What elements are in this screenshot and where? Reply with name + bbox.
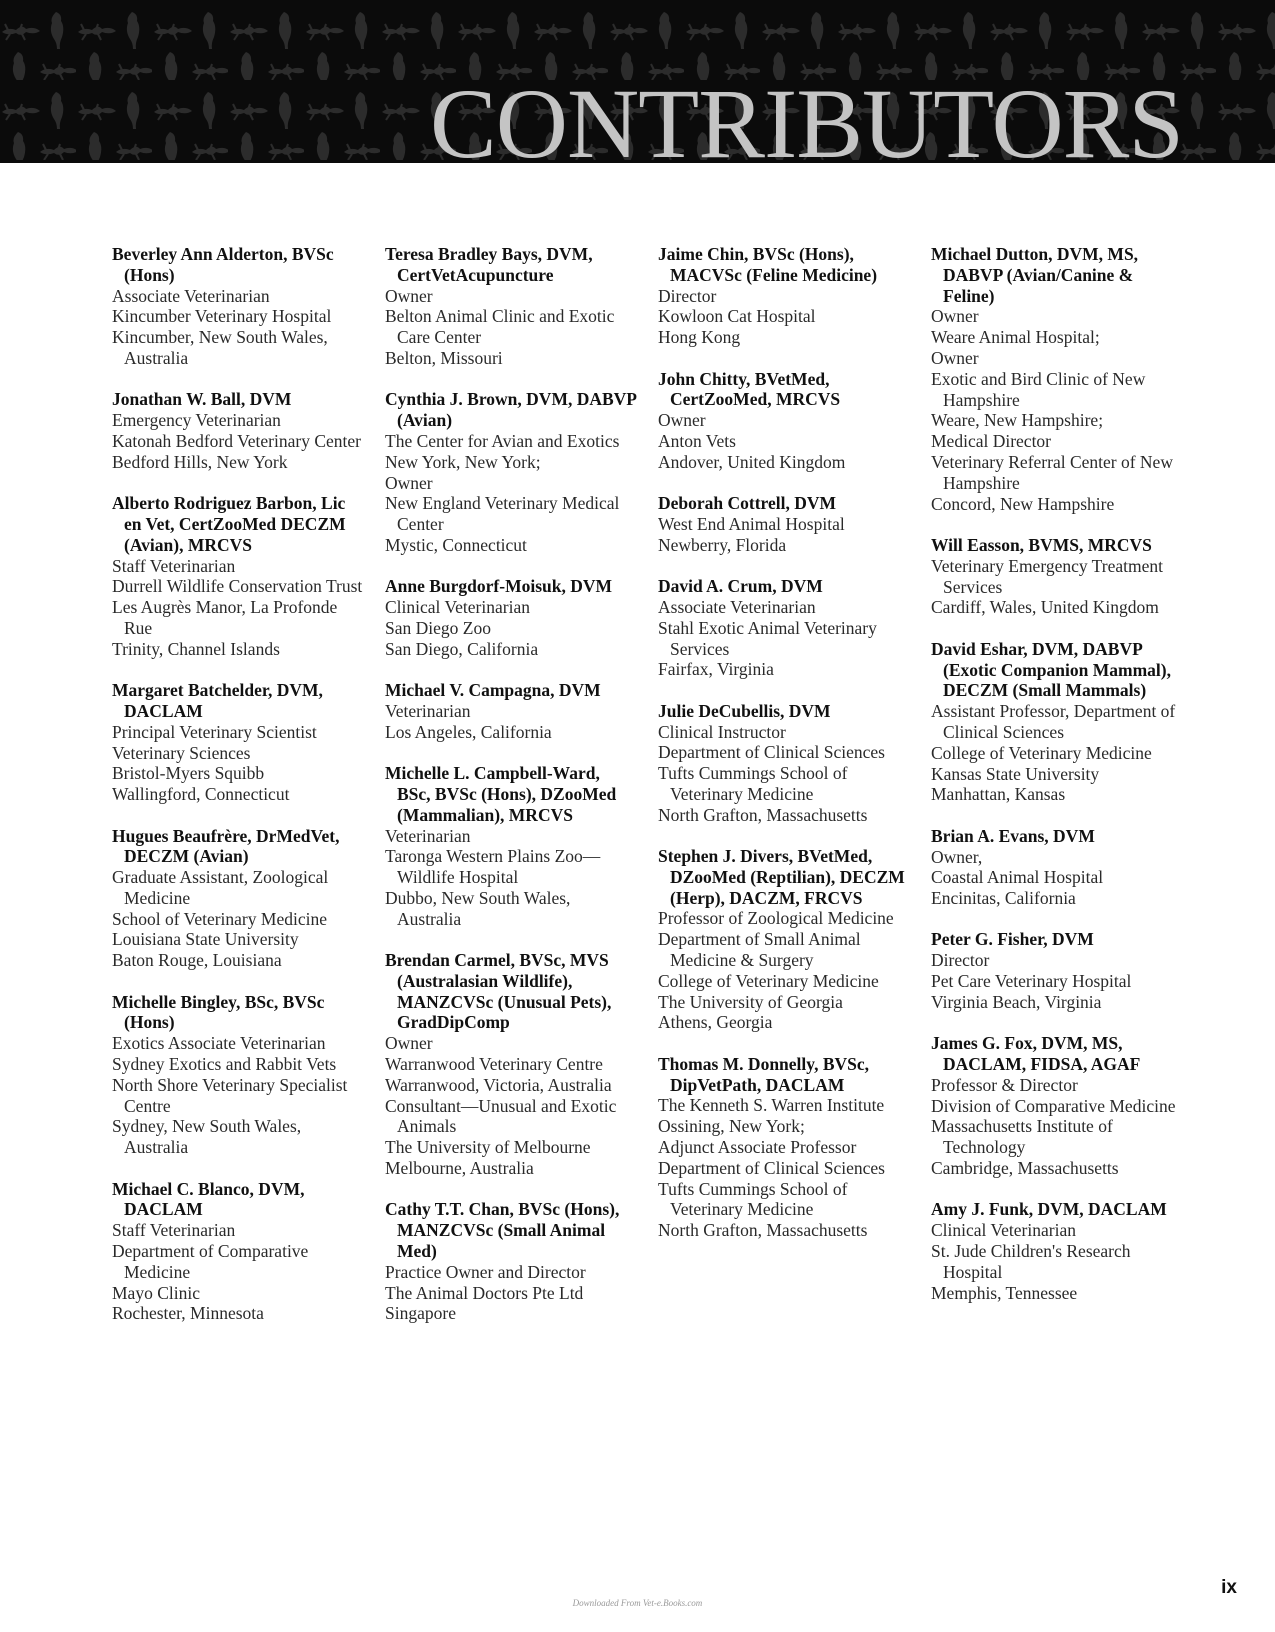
contributor-entry — [931, 1033, 1182, 1179]
affiliation-line: Belton Animal Clinic and Exotic Care Center — [385, 306, 615, 348]
affiliation-line: Veterinary Sciences — [112, 742, 251, 763]
contributor-name: Margaret Batchelder, DVM, DACLAM — [112, 680, 323, 721]
page-title: CONTRIBUTORS — [430, 68, 1183, 163]
affiliation-line: Los Angeles, California — [385, 721, 552, 742]
contributor-name: Cathy T.T. Chan, BVSc (Hons), MANZCVSc (Small Animal Med) — [385, 1199, 620, 1262]
affiliation-line: Mystic, Connecticut — [385, 534, 527, 555]
affiliation-line: North Grafton, Massachusetts — [658, 804, 868, 825]
contributor-name: Jonathan W. Ball, DVM — [112, 389, 292, 410]
contributor-name: Michael V. Campagna, DVM — [385, 680, 601, 701]
affiliation-line: Sydney, New South Wales, Australia — [112, 1116, 302, 1158]
affiliation-line: Professor of Zoological Medicine — [658, 908, 894, 929]
affiliation-line: Belton, Missouri — [385, 347, 503, 368]
contributors-list — [112, 244, 1202, 1345]
contributor-entry — [931, 929, 1182, 1012]
affiliation-line: The University of Melbourne — [385, 1137, 591, 1158]
header-banner — [0, 0, 1275, 163]
contributor-name: Teresa Bradley Bays, DVM, CertVetAcupuncture — [385, 244, 593, 285]
affiliation-line: Owner, — [931, 846, 983, 867]
affiliation-line: Dubbo, New South Wales, Australia — [385, 887, 571, 929]
affiliation-line: Veterinary Emergency Treatment Services — [931, 555, 1163, 597]
affiliation-line: North Shore Veterinary Specialist Centre — [112, 1074, 348, 1116]
contributor-entry — [658, 576, 909, 680]
contributor-name: James G. Fox, DVM, MS, DACLAM, FIDSA, AGAF — [931, 1033, 1141, 1075]
contributor-name: Alberto Rodriguez Barbon, Lic en Vet, CertZooMed DECZM (Avian), MRCVS — [112, 493, 346, 555]
affiliation-line: Louisiana State University — [112, 929, 299, 950]
affiliation-line: College of Veterinary Medicine — [658, 970, 879, 991]
contributor-entry — [931, 244, 1182, 514]
affiliation-line: Kincumber Veterinary Hospital — [112, 306, 332, 327]
contributor-entry — [931, 1199, 1182, 1303]
affiliation-line: West End Animal Hospital — [658, 513, 845, 534]
affiliation-line: San Diego, California — [385, 638, 539, 659]
affiliation-line: Virginia Beach, Virginia — [931, 991, 1102, 1012]
affiliation-line: Wallingford, Connecticut — [112, 784, 290, 805]
affiliation-line: Owner — [931, 347, 979, 368]
affiliation-line: Owner — [658, 410, 706, 431]
affiliation-line: Warranwood, Victoria, Australia — [385, 1074, 612, 1095]
affiliation-line: Warranwood Veterinary Centre — [385, 1054, 603, 1075]
affiliation-line: Bedford Hills, New York — [112, 451, 288, 472]
contributor-name: David A. Crum, DVM — [658, 576, 823, 597]
affiliation-line: Fairfax, Virginia — [658, 659, 774, 680]
affiliation-line: Professor & Director — [931, 1074, 1078, 1095]
contributor-entry — [385, 950, 636, 1179]
affiliation-line: Department of Clinical Sciences — [658, 742, 885, 763]
contributor-entry — [385, 244, 636, 369]
contributor-name: Anne Burgdorf-Moisuk, DVM — [385, 576, 613, 597]
contributor-name: Thomas M. Donnelly, BVSc, DipVetPath, DACLAM — [658, 1053, 869, 1095]
contributor-name: Peter G. Fisher, DVM — [931, 929, 1094, 950]
affiliation-line: The University of Georgia — [658, 991, 843, 1012]
affiliation-line: Associate Veterinarian — [112, 285, 270, 306]
affiliation-line: Department of Clinical Sciences — [658, 1157, 885, 1178]
affiliation-line: Kowloon Cat Hospital — [658, 306, 816, 327]
affiliation-line: Veterinarian — [385, 825, 471, 846]
contributor-entry — [112, 680, 363, 805]
affiliation-line: Exotic and Bird Clinic of New Hampshire — [931, 368, 1146, 410]
contributor-name: Will Easson, BVMS, MRCVS — [931, 534, 1152, 555]
affiliation-line: Andover, United Kingdom — [658, 451, 846, 472]
column-1 — [112, 244, 363, 1345]
contributor-entry — [112, 389, 363, 472]
affiliation-line: Kansas State University — [931, 763, 1100, 784]
contributor-entry — [931, 826, 1182, 909]
affiliation-line: Bristol-Myers Squibb — [112, 763, 265, 784]
affiliation-line: The Animal Doctors Pte Ltd — [385, 1282, 584, 1303]
affiliation-line: Newberry, Florida — [658, 534, 787, 555]
affiliation-line: Rochester, Minnesota — [112, 1303, 264, 1324]
affiliation-line: Director — [931, 950, 990, 971]
affiliation-line: Director — [658, 285, 717, 306]
affiliation-line: Owner — [385, 285, 433, 306]
affiliation-line: Sydney Exotics and Rabbit Vets — [112, 1054, 337, 1075]
contributor-entry — [385, 680, 636, 742]
affiliation-line: Stahl Exotic Animal Veterinary Services — [658, 617, 877, 659]
contributor-entry — [931, 535, 1182, 618]
contributor-entry — [112, 1179, 363, 1325]
affiliation-line: Trinity, Channel Islands — [112, 638, 280, 659]
affiliation-line: Clinical Veterinarian — [931, 1220, 1076, 1241]
affiliation-line: Anton Vets — [658, 430, 736, 451]
page-number: ix — [1221, 1577, 1237, 1598]
affiliation-line: Concord, New Hampshire — [931, 493, 1115, 514]
affiliation-line: New York, New York; — [385, 451, 541, 472]
contributor-entry — [385, 1199, 636, 1324]
contributor-entry — [658, 701, 909, 826]
affiliation-line: Practice Owner and Director — [385, 1261, 586, 1282]
affiliation-line: Katonah Bedford Veterinary Center — [112, 430, 361, 451]
affiliation-line: Department of Comparative Medicine — [112, 1241, 309, 1282]
affiliation-line: Taronga Western Plains Zoo—Wildlife Hospital — [385, 846, 601, 888]
contributor-name: Jaime Chin, BVSc (Hons), MACVSc (Feline Medicine) — [658, 244, 878, 285]
contributor-name: David Eshar, DVM, DABVP (Exotic Companion Mammal), DECZM (Small Mammals) — [931, 638, 1171, 701]
contributor-entry — [658, 846, 909, 1033]
affiliation-line: Staff Veterinarian — [112, 555, 236, 576]
affiliation-line: College of Veterinary Medicine — [931, 742, 1152, 763]
contributor-entry — [112, 493, 363, 659]
affiliation-line: Ossining, New York; — [658, 1116, 805, 1137]
contributor-entry — [931, 639, 1182, 805]
contributor-name: Amy J. Funk, DVM, DACLAM — [931, 1199, 1167, 1220]
affiliation-line: Veterinarian — [385, 700, 471, 721]
affiliation-line: The Kenneth S. Warren Institute — [658, 1095, 885, 1116]
affiliation-line: Weare, New Hampshire; — [931, 410, 1104, 431]
affiliation-line: Mayo Clinic — [112, 1282, 200, 1303]
affiliation-line: Principal Veterinary Scientist — [112, 721, 317, 742]
affiliation-line: Tufts Cummings School of Veterinary Medicine — [658, 763, 848, 804]
contributor-entry — [385, 576, 636, 659]
contributor-name: Michelle L. Campbell-Ward, BSc, BVSc (Hons), DZooMed (Mammalian), MRCVS — [385, 763, 617, 825]
affiliation-line: Tufts Cummings School of Veterinary Medicine — [658, 1178, 848, 1220]
contributor-entry — [112, 826, 363, 972]
affiliation-line: Owner — [385, 1033, 433, 1054]
affiliation-line: Athens, Georgia — [658, 1012, 773, 1033]
contributor-entry — [112, 244, 363, 369]
affiliation-line: Encinitas, California — [931, 888, 1076, 909]
affiliation-line: Singapore — [385, 1303, 456, 1324]
contributor-name: Brendan Carmel, BVSc, MVS (Australasian Wildlife), MANZCVSc (Unusual Pets), GradDipComp — [385, 950, 612, 1033]
contributor-name: Deborah Cottrell, DVM — [658, 493, 837, 514]
affiliation-line: Kincumber, New South Wales, Australia — [112, 327, 328, 368]
contributor-name: Michelle Bingley, BSc, BVSc (Hons) — [112, 991, 325, 1033]
affiliation-line: Massachusetts Institute of Technology — [931, 1116, 1113, 1158]
contributor-entry — [658, 1054, 909, 1241]
affiliation-line: St. Jude Children's Research Hospital — [931, 1241, 1131, 1282]
affiliation-line: North Grafton, Massachusetts — [658, 1220, 868, 1241]
affiliation-line: Cambridge, Massachusetts — [931, 1158, 1119, 1179]
contributor-entry — [112, 992, 363, 1158]
contributor-entry — [385, 763, 636, 929]
affiliation-line: Durrell Wildlife Conservation Trust — [112, 576, 363, 597]
contributor-name: John Chitty, BVetMed, CertZooMed, MRCVS — [658, 368, 841, 410]
affiliation-line: Consultant—Unusual and Exotic Animals — [385, 1095, 617, 1137]
contributor-entry — [658, 369, 909, 473]
affiliation-line: Melbourne, Australia — [385, 1158, 534, 1179]
affiliation-line: School of Veterinary Medicine — [112, 908, 327, 929]
contributor-entry — [658, 493, 909, 555]
affiliation-line: The Center for Avian and Exotics — [385, 430, 620, 451]
contributor-name: Stephen J. Divers, BVetMed, DZooMed (Reptilian), DECZM (Herp), DACZM, FRCVS — [658, 846, 905, 908]
affiliation-line: Coastal Animal Hospital — [931, 867, 1104, 888]
affiliation-line: Division of Comparative Medicine — [931, 1095, 1176, 1116]
affiliation-line: New England Veterinary Medical Center — [385, 493, 620, 535]
affiliation-line: Medical Director — [931, 431, 1052, 452]
column-4 — [931, 244, 1182, 1345]
affiliation-line: Adjunct Associate Professor — [658, 1137, 857, 1158]
affiliation-line: Owner — [385, 472, 433, 493]
affiliation-line: San Diego Zoo — [385, 617, 491, 638]
affiliation-line: Staff Veterinarian — [112, 1220, 236, 1241]
affiliation-line: Owner — [931, 306, 979, 327]
affiliation-line: Les Augrès Manor, La Profonde Rue — [112, 597, 338, 638]
affiliation-line: Clinical Veterinarian — [385, 597, 530, 618]
contributor-entry — [658, 244, 909, 348]
affiliation-line: Exotics Associate Veterinarian — [112, 1033, 326, 1054]
affiliation-line: Pet Care Veterinary Hospital — [931, 971, 1132, 992]
contributor-name: Beverley Ann Alderton, BVSc (Hons) — [112, 244, 334, 285]
affiliation-line: Clinical Instructor — [658, 721, 786, 742]
affiliation-line: Associate Veterinarian — [658, 596, 816, 617]
contributor-name: Hugues Beaufrère, DrMedVet, DECZM (Avian) — [112, 825, 340, 867]
affiliation-line: Emergency Veterinarian — [112, 410, 281, 431]
affiliation-line: Manhattan, Kansas — [931, 784, 1066, 805]
contributor-name: Michael Dutton, DVM, MS, DABVP (Avian/Canine & Feline) — [931, 244, 1139, 306]
contributor-name: Cynthia J. Brown, DVM, DABVP (Avian) — [385, 389, 637, 431]
affiliation-line: Weare Animal Hospital; — [931, 327, 1100, 348]
column-2 — [385, 244, 636, 1345]
affiliation-line: Graduate Assistant, Zoological Medicine — [112, 867, 329, 908]
affiliation-line: Memphis, Tennessee — [931, 1282, 1078, 1303]
affiliation-line: Assistant Professor, Department of Clinical Sciences — [931, 701, 1176, 742]
contributor-name: Michael C. Blanco, DVM, DACLAM — [112, 1178, 305, 1220]
column-3 — [658, 244, 909, 1345]
affiliation-line: Hong Kong — [658, 327, 741, 348]
affiliation-line: Cardiff, Wales, United Kingdom — [931, 597, 1159, 618]
affiliation-line: Department of Small Animal Medicine & Surgery — [658, 929, 861, 971]
contributor-entry — [385, 389, 636, 555]
contributor-name: Brian A. Evans, DVM — [931, 825, 1095, 846]
download-watermark: Downloaded From Vet-e.Books.com — [572, 1598, 703, 1608]
contributor-name: Julie DeCubellis, DVM — [658, 700, 831, 721]
affiliation-line: Baton Rouge, Louisiana — [112, 950, 282, 971]
affiliation-line: Veterinary Referral Center of New Hampshire — [931, 451, 1173, 493]
